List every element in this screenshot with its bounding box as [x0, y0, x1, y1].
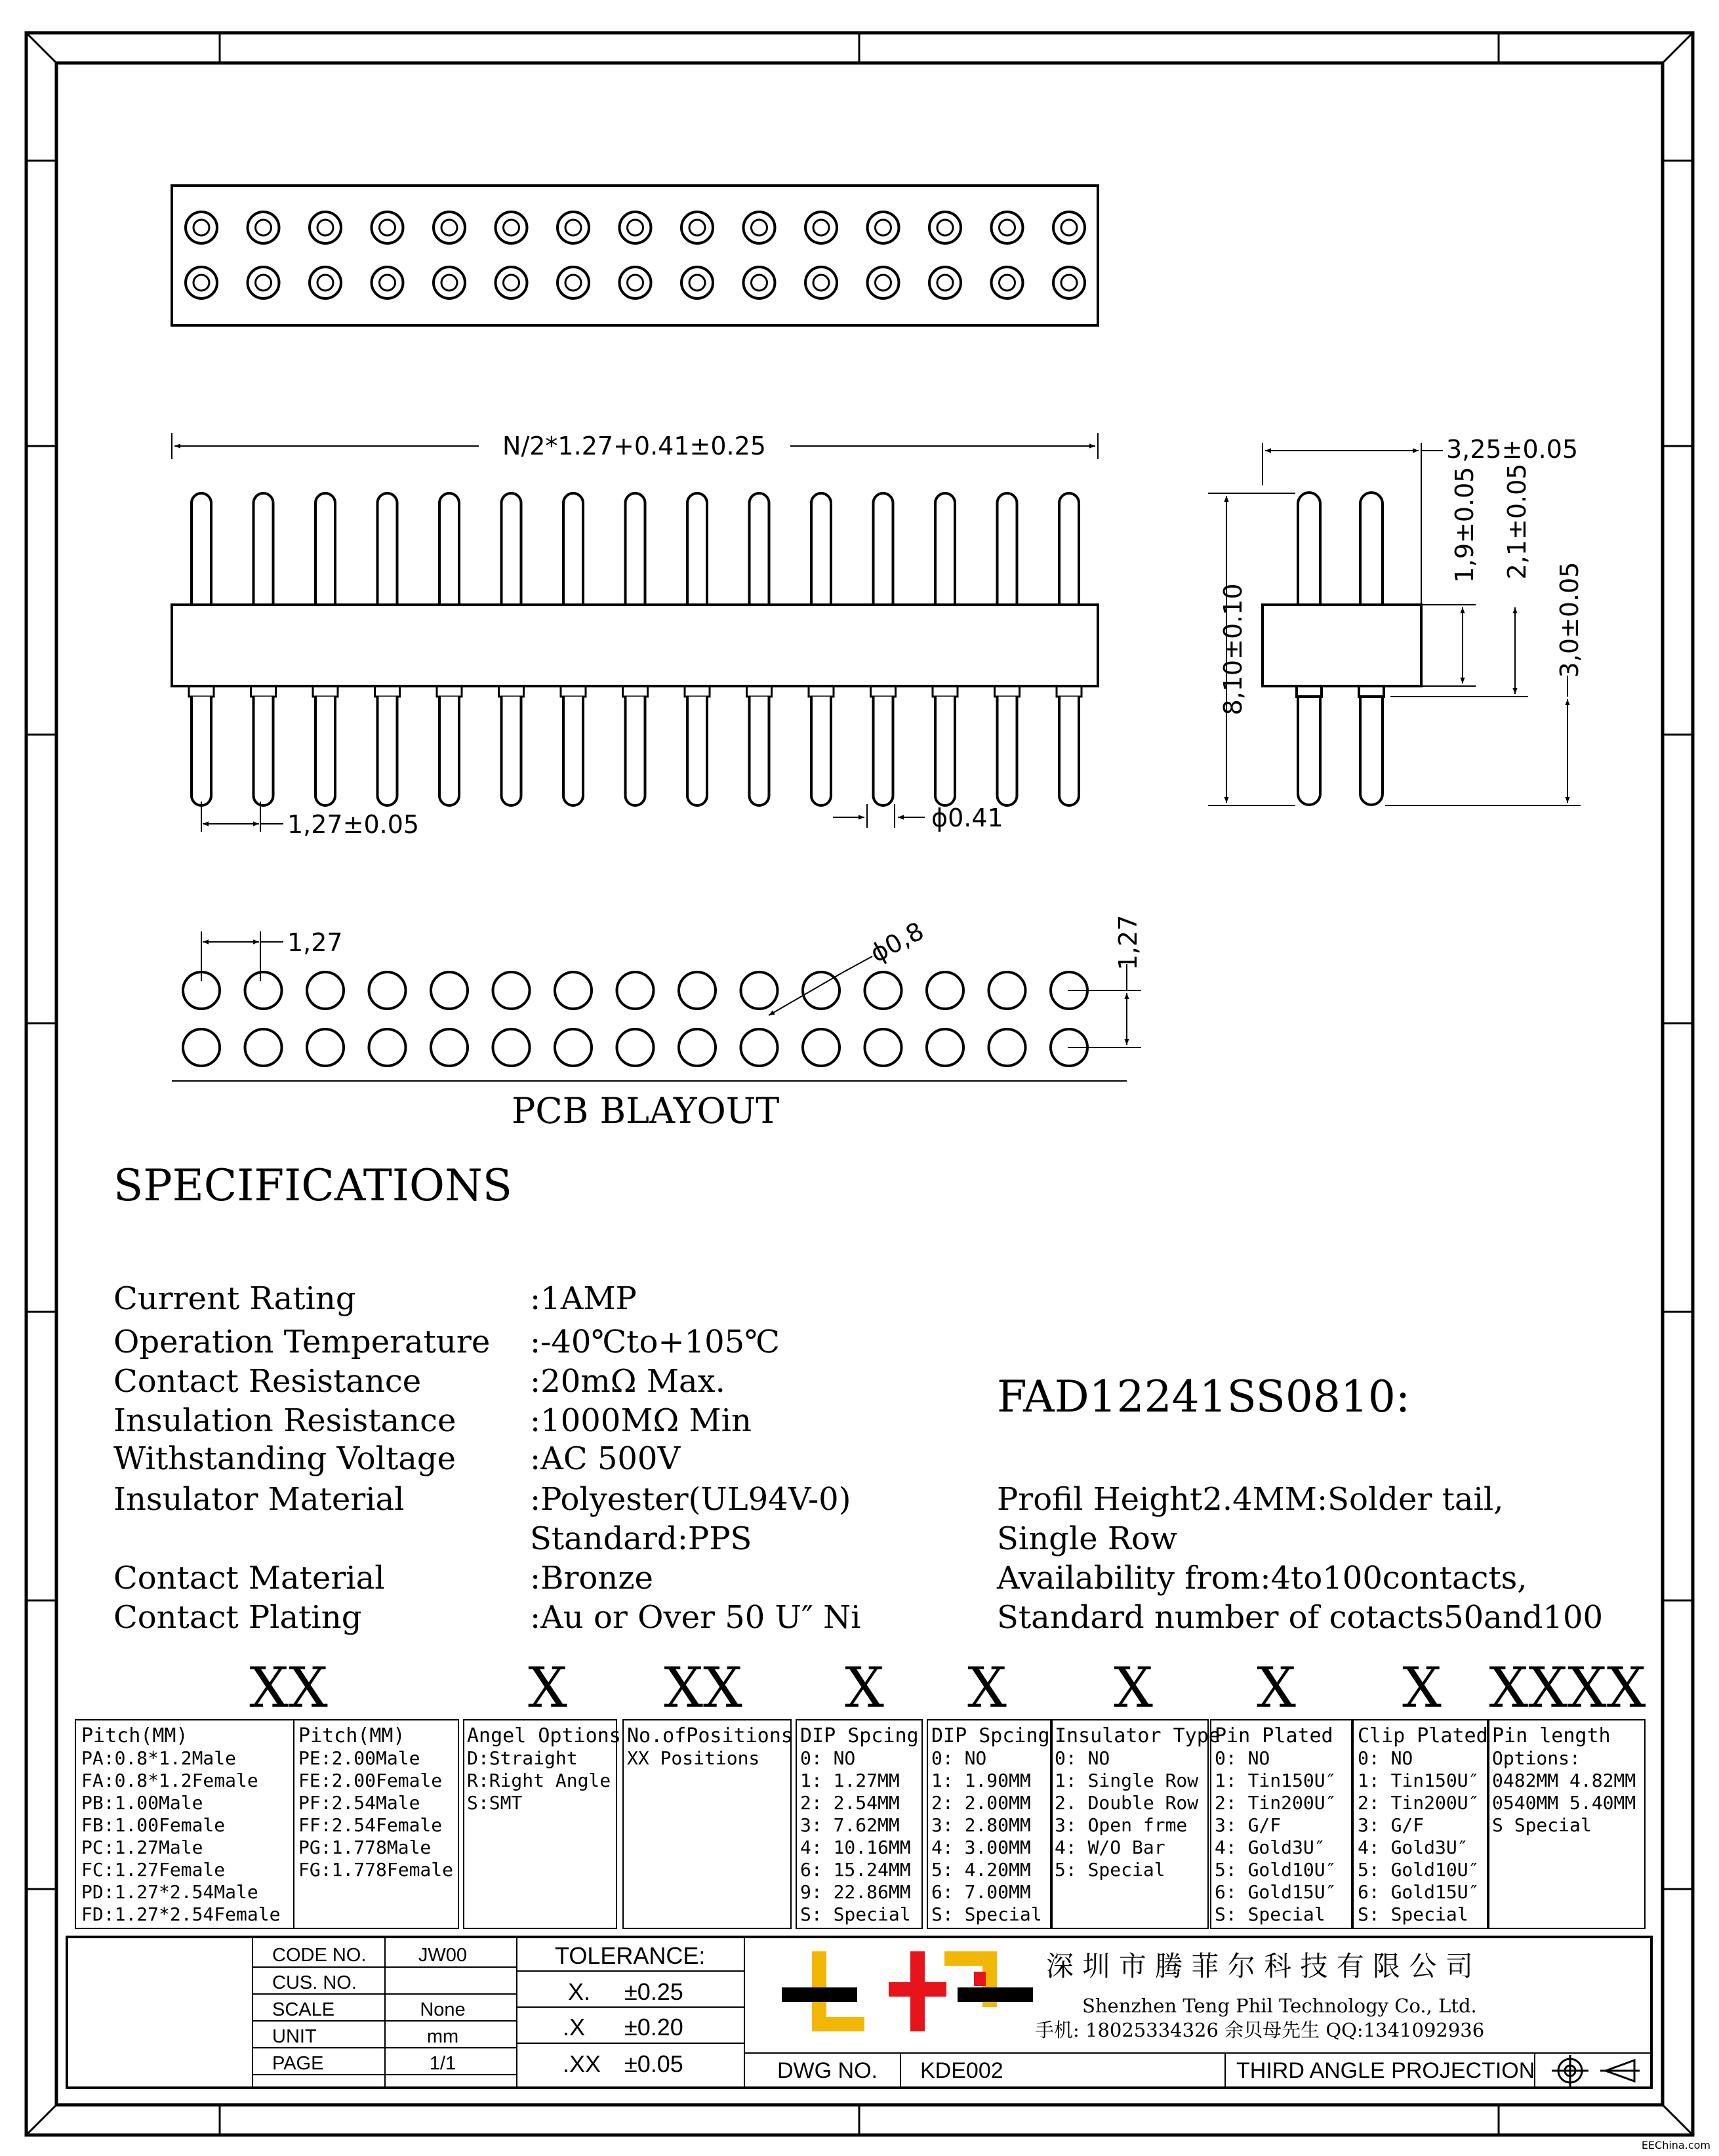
part-description: [996, 1481, 1603, 1636]
page-value: 1/1: [429, 2053, 456, 2074]
side-pin-top: [811, 493, 831, 605]
spec-value: Standard:PPS: [530, 1520, 752, 1557]
option-item: 2. Double Row: [1055, 1792, 1199, 1814]
scale-label: SCALE: [272, 1999, 335, 2020]
spec-label: Insulator Material: [113, 1481, 405, 1518]
pcb-hole: [679, 1029, 716, 1066]
company-contact: 手机: 18025334326 余贝母先生 QQ:1341092936: [1035, 2019, 1485, 2041]
spec-list: [113, 1280, 861, 1636]
option-item: 1: 1.90MM: [931, 1770, 1031, 1791]
option-item: FG:1.778Female: [298, 1859, 454, 1881]
spec-value: :AC 500V: [530, 1440, 681, 1477]
options-table: [75, 1720, 1645, 1928]
page-label: PAGE: [272, 2053, 324, 2074]
top-view-hole: [620, 267, 651, 298]
top-view-hole-inner: [441, 275, 457, 291]
side-pin-top: [998, 493, 1017, 605]
dwg-no-label: DWG NO.: [777, 2058, 878, 2083]
top-view-hole: [186, 212, 217, 243]
top-view-hole-inner: [628, 220, 643, 235]
top-view-hole-inner: [1061, 275, 1077, 291]
option-item: S:SMT: [467, 1792, 523, 1814]
pcb-pitch-dimension: 1,27: [287, 928, 343, 957]
top-view-hole: [868, 212, 899, 243]
option-item: S: Special: [800, 1903, 911, 1925]
option-item: PG:1.778Male: [298, 1837, 432, 1858]
code-letter: X: [1402, 1656, 1442, 1720]
part-desc-line: Single Row: [997, 1520, 1178, 1557]
side-pin-tail: [750, 697, 769, 805]
code-letter: XX: [664, 1656, 742, 1720]
length-dimension: N/2*1.27+0.41±0.25: [502, 432, 766, 460]
option-item: D:Straight: [467, 1747, 578, 1769]
top-view-hole-inner: [256, 275, 272, 291]
pcb-hole: [865, 972, 902, 1009]
pcb-hole: [741, 972, 778, 1009]
side-view: [172, 432, 1098, 839]
dwg-no-value: KDE002: [920, 2058, 1003, 2083]
spec-label: Withstanding Voltage: [113, 1440, 456, 1477]
option-item: FE:2.00Female: [298, 1770, 443, 1791]
top-view-hole: [310, 212, 341, 243]
pcb-hole-dimension: ϕ0,8: [865, 916, 929, 968]
option-item: XX Positions: [627, 1747, 760, 1769]
option-item: FF:2.54Female: [298, 1814, 443, 1836]
top-view-hole-inner: [317, 220, 333, 235]
side-pin-tail: [626, 697, 645, 805]
pcb-hole: [865, 1029, 902, 1066]
option-title: Pitch(MM): [81, 1724, 188, 1747]
code-no-value: JW00: [418, 1945, 468, 1966]
option-title: No.ofPositions: [627, 1724, 793, 1747]
code-letter: X: [967, 1656, 1007, 1720]
side-pin-top: [378, 493, 397, 605]
top-view-hole: [681, 212, 713, 243]
top-view: [172, 186, 1098, 325]
side-pin-top: [192, 493, 211, 605]
side-pin-collar: [871, 686, 896, 697]
top-view-hole: [929, 267, 961, 298]
top-view-hole-inner: [1000, 220, 1015, 235]
top-view-hole-inner: [1000, 275, 1015, 291]
spec-label: Contact Material: [113, 1560, 385, 1597]
side-pin-top: [1059, 493, 1079, 605]
option-item: 6: Gold15U″: [1215, 1881, 1337, 1903]
side-pin-tail: [874, 697, 893, 805]
side-pin-top: [254, 493, 273, 605]
cus-no-label: CUS. NO.: [272, 1972, 357, 1993]
side-pin-collar: [933, 686, 958, 697]
side-pin-top: [315, 493, 335, 605]
spec-value: :Au or Over 50 U″ Ni: [530, 1599, 861, 1636]
option-item: 9: 22.86MM: [800, 1881, 911, 1903]
spec-value: :1AMP: [530, 1280, 637, 1317]
top-view-hole: [310, 267, 341, 298]
pcb-hole: [431, 972, 468, 1009]
pcb-hole: [927, 972, 963, 1009]
side-pin-tail: [687, 697, 707, 805]
side-pin-tail: [315, 697, 335, 805]
option-item: 6: Gold15U″: [1358, 1881, 1480, 1903]
top-view-hole: [248, 212, 279, 243]
side-pin-tail: [439, 697, 459, 805]
title-block: [67, 1937, 1651, 2088]
pcb-hole: [369, 1029, 406, 1066]
side-pin-top: [874, 493, 893, 605]
option-item: PC:1.27Male: [81, 1837, 203, 1858]
side-pin-top: [935, 493, 955, 605]
top-view-hole: [1053, 267, 1085, 298]
top-view-hole-inner: [813, 220, 829, 235]
spec-value: :Polyester(UL94V-0): [530, 1481, 851, 1518]
option-item: Options:: [1492, 1747, 1581, 1769]
code-letters: [249, 1656, 1646, 1720]
spec-value: :-40℃to+105℃: [530, 1324, 780, 1360]
logo-bar-black-2: [958, 1987, 1033, 2002]
top-view-hole-inner: [813, 275, 829, 291]
side-pin-collar: [189, 686, 214, 697]
spec-label: Current Rating: [113, 1280, 356, 1317]
option-title: Pin Plated: [1215, 1724, 1333, 1747]
part-desc-line: Standard number of cotacts50and100: [997, 1599, 1604, 1636]
side-pin-tail: [811, 697, 831, 805]
side-pin-collar: [313, 686, 338, 697]
pcb-row-pitch-dimension: 1,27: [1114, 914, 1143, 971]
top-view-hole: [372, 267, 403, 298]
pcb-hole: [927, 1029, 963, 1066]
option-item: S: Special: [1215, 1903, 1325, 1925]
top-view-hole-inner: [380, 220, 395, 235]
option-item: 3: 2.80MM: [931, 1814, 1031, 1836]
tol-key-2: .X: [563, 2014, 586, 2041]
option-item: 0: NO: [1055, 1747, 1110, 1769]
side-pin-collar: [375, 686, 400, 697]
pcb-hole: [493, 1029, 530, 1066]
side-pin-tail: [935, 697, 955, 805]
side-pin-collar: [995, 686, 1020, 697]
option-title: Angel Options: [467, 1724, 621, 1747]
option-item: S: Special: [1358, 1903, 1468, 1925]
code-letter: XXXX: [1489, 1656, 1646, 1720]
code-no-label: CODE NO.: [272, 1945, 367, 1966]
top-view-hole-inner: [504, 220, 519, 235]
option-item: 1: Tin150U″: [1358, 1770, 1480, 1791]
side-pin-top: [502, 493, 521, 605]
option-item: PA:0.8*1.2Male: [81, 1747, 237, 1769]
top-view-hole-inner: [565, 275, 581, 291]
tol-val-2: ±0.20: [624, 2014, 683, 2041]
option-item: 0: NO: [1215, 1747, 1270, 1769]
tol-key-1: X.: [568, 1978, 591, 2005]
side-pin-tail: [563, 697, 583, 805]
option-item: 3: G/F: [1358, 1814, 1425, 1836]
side-pin-collar: [561, 686, 586, 697]
side-pin-tail: [378, 697, 397, 805]
option-item: 2: 2.00MM: [931, 1792, 1031, 1814]
top-view-hole-inner: [193, 220, 209, 235]
pcb-hole: [803, 1029, 839, 1066]
top-view-hole-inner: [937, 220, 953, 235]
side-pin-collar: [251, 686, 276, 697]
pcb-hole: [245, 1029, 282, 1066]
watermark: EEChina.com: [1641, 2139, 1710, 2151]
part-number: FAD12241SS0810:: [997, 1372, 1411, 1422]
unit-label: UNIT: [272, 2026, 317, 2047]
top-view-hole: [805, 267, 837, 298]
side-pin-collar: [499, 686, 524, 697]
top-view-hole: [496, 212, 527, 243]
option-item: 4: W/O Bar: [1055, 1837, 1165, 1858]
side-pin-tail: [192, 697, 211, 805]
pin-diameter-dimension: ϕ0.41: [931, 803, 1003, 832]
option-item: 0: NO: [1358, 1747, 1413, 1769]
option-item: PD:1.27*2.54Male: [81, 1881, 258, 1903]
pcb-layout: [172, 915, 1143, 1131]
top-view-hole-inner: [256, 220, 272, 235]
third-angle-projection-icon: [1552, 2055, 1640, 2086]
specifications-title: SPECIFICATIONS: [113, 1160, 512, 1211]
side-pin-collar: [437, 686, 462, 697]
option-item: FC:1.27Female: [81, 1859, 226, 1881]
side-pin-collar: [747, 686, 772, 697]
option-title: DIP Spcing: [800, 1724, 919, 1747]
spec-value: :20mΩ Max.: [530, 1363, 725, 1400]
side-pin-tail: [502, 697, 521, 805]
dim-1-9: 1,9±0.05: [1450, 466, 1479, 583]
top-view-hole-inner: [937, 275, 953, 291]
top-view-hole: [372, 212, 403, 243]
option-title: Pitch(MM): [298, 1724, 405, 1747]
company-logo: [782, 1951, 1033, 2031]
top-view-hole-inner: [689, 220, 705, 235]
top-view-hole-inner: [504, 275, 519, 291]
pcb-hole: [617, 972, 654, 1009]
side-pin-collar: [1057, 686, 1082, 697]
top-view-hole: [681, 267, 713, 298]
top-view-hole-inner: [317, 275, 333, 291]
option-item: 4: Gold3U″: [1215, 1837, 1325, 1858]
top-view-hole-inner: [689, 275, 705, 291]
option-item: 3: 7.62MM: [800, 1814, 900, 1836]
side-pin-top: [750, 493, 769, 605]
top-view-hole: [744, 212, 775, 243]
option-item: 4: Gold3U″: [1358, 1837, 1468, 1858]
option-item: 6: 15.24MM: [800, 1859, 911, 1881]
option-item: 0: NO: [931, 1747, 987, 1769]
width-dimension: 3,25±0.05: [1446, 435, 1579, 464]
code-letter: X: [845, 1656, 884, 1720]
pcb-hole: [989, 972, 1026, 1009]
tolerance-title: TOLERANCE:: [555, 1942, 706, 1969]
option-item: 1: 1.27MM: [800, 1770, 900, 1791]
part-desc-line: Availability from:4to100contacts,: [997, 1560, 1527, 1597]
top-view-hole-inner: [441, 220, 457, 235]
code-letter: X: [1257, 1656, 1296, 1720]
logo-bar-red-3: [974, 1972, 986, 1986]
pcb-hole: [493, 972, 530, 1009]
side-pin-collar: [685, 686, 710, 697]
option-item: PF:2.54Male: [298, 1792, 420, 1814]
option-item: S Special: [1492, 1814, 1592, 1836]
height-dimension: 8,10±0.10: [1219, 583, 1247, 716]
option-item: 1: Tin150U″: [1215, 1770, 1337, 1791]
spec-value: :1000MΩ Min: [530, 1402, 752, 1439]
spec-label: Contact Plating: [113, 1599, 362, 1636]
top-view-hole: [496, 267, 527, 298]
top-view-hole: [992, 267, 1023, 298]
pcb-layout-title: PCB BLAYOUT: [512, 1090, 780, 1131]
top-view-hole-inner: [193, 275, 209, 291]
side-pin-top: [687, 493, 707, 605]
side-pin-top: [626, 493, 645, 605]
pcb-hole: [617, 1029, 654, 1066]
company-name-en: Shenzhen Teng Phil Technology Co., Ltd.: [1082, 1995, 1477, 2017]
top-view-hole: [1053, 212, 1085, 243]
code-letter: X: [1114, 1656, 1153, 1720]
top-view-hole-inner: [628, 275, 643, 291]
option-item: PB:1.00Male: [81, 1792, 203, 1814]
spec-label: Contact Resistance: [113, 1363, 422, 1400]
top-view-hole: [868, 267, 899, 298]
part-desc-line: Profil Height2.4MM:Solder tail,: [997, 1481, 1504, 1518]
option-item: FA:0.8*1.2Female: [81, 1770, 258, 1791]
side-pin-collar: [623, 686, 648, 697]
projection-label: THIRD ANGLE PROJECTION: [1236, 2058, 1535, 2083]
pcb-hole: [307, 972, 344, 1009]
end-view: [1208, 435, 1584, 805]
option-item: 0: NO: [800, 1747, 856, 1769]
scale-value: None: [420, 1999, 466, 2020]
pcb-hole: [431, 1029, 468, 1066]
code-letter: X: [528, 1656, 567, 1720]
top-view-hole-inner: [380, 275, 395, 291]
option-item: S: Special: [931, 1903, 1042, 1925]
top-view-hole: [929, 212, 961, 243]
top-view-hole: [620, 212, 651, 243]
top-view-hole: [434, 212, 465, 243]
pcb-hole: [307, 1029, 344, 1066]
option-item: 2: 2.54MM: [800, 1792, 900, 1814]
unit-value: mm: [426, 2026, 459, 2047]
side-pin-tail: [254, 697, 273, 805]
pitch-dimension: 1,27±0.05: [287, 810, 420, 839]
option-title: Pin length: [1492, 1724, 1611, 1747]
tol-val-3: ±0.05: [624, 2050, 683, 2077]
top-view-hole: [186, 267, 217, 298]
top-view-hole: [992, 212, 1023, 243]
top-view-hole: [557, 267, 589, 298]
option-item: 0540MM 5.40MM: [1492, 1792, 1636, 1814]
top-view-hole-inner: [1061, 220, 1077, 235]
option-item: 1: Single Row: [1055, 1770, 1199, 1791]
option-item: R:Right Angle: [467, 1770, 611, 1791]
option-item: 6: 7.00MM: [931, 1881, 1031, 1903]
tol-val-1: ±0.25: [624, 1978, 683, 2005]
option-item: FB:1.00Female: [81, 1814, 226, 1836]
option-item: 3: G/F: [1215, 1814, 1282, 1836]
side-pin-tail: [998, 697, 1017, 805]
pcb-hole: [989, 1029, 1026, 1066]
option-item: 5: Gold10U″: [1358, 1859, 1480, 1881]
side-pin-tail: [1059, 697, 1079, 805]
pcb-hole: [555, 1029, 592, 1066]
top-view-hole-inner: [565, 220, 581, 235]
top-view-hole: [434, 267, 465, 298]
company-name-cn: 深 圳 市 腾 菲 尔 科 技 有 限 公 司: [1046, 1950, 1473, 1982]
option-item: 4: 3.00MM: [931, 1837, 1031, 1858]
option-item: 5: Gold10U″: [1215, 1859, 1337, 1881]
top-view-hole-inner: [876, 275, 891, 291]
pcb-hole: [369, 972, 406, 1009]
option-title: Clip Plated: [1358, 1724, 1488, 1747]
pcb-hole: [679, 972, 716, 1009]
option-item: 2: Tin200U″: [1215, 1792, 1337, 1814]
side-pin-top: [563, 493, 583, 605]
dim-2-1: 2,1±0.05: [1503, 463, 1531, 580]
logo-bar-red-2: [910, 1951, 925, 2031]
option-item: 2: Tin200U″: [1358, 1792, 1480, 1814]
side-pin-collar: [809, 686, 834, 697]
pcb-hole: [555, 972, 592, 1009]
top-view-hole-inner: [752, 275, 767, 291]
pcb-hole: [183, 1029, 220, 1066]
option-item: FD:1.27*2.54Female: [81, 1903, 281, 1925]
option-item: PE:2.00Male: [298, 1747, 420, 1769]
option-item: 5: 4.20MM: [931, 1859, 1031, 1881]
side-pin-top: [439, 493, 459, 605]
top-view-hole-inner: [876, 220, 891, 235]
pcb-hole: [245, 972, 282, 1009]
spec-value: :Bronze: [530, 1560, 653, 1597]
option-title: DIP Spcing: [931, 1724, 1050, 1747]
top-view-hole: [744, 267, 775, 298]
tol-key-3: .XX: [563, 2050, 601, 2077]
top-view-hole: [805, 212, 837, 243]
spec-label: Insulation Resistance: [113, 1402, 456, 1439]
option-title: Insulator Type: [1055, 1724, 1221, 1747]
option-item: 0482MM 4.82MM: [1492, 1770, 1636, 1791]
spec-label: Operation Temperature: [113, 1324, 491, 1360]
top-view-hole: [248, 267, 279, 298]
pcb-hole: [741, 1029, 778, 1066]
option-item: 5: Special: [1055, 1859, 1165, 1881]
top-view-hole: [557, 212, 589, 243]
option-item: 4: 10.16MM: [800, 1837, 911, 1858]
top-view-hole-inner: [752, 220, 767, 235]
logo-bar-yellow-2: [812, 2017, 864, 2031]
code-letter: XX: [249, 1656, 328, 1720]
logo-bar-black-1: [782, 1987, 857, 2002]
dim-3-0: 3,0±0.05: [1555, 561, 1584, 678]
option-item: 3: Open frme: [1055, 1814, 1188, 1836]
